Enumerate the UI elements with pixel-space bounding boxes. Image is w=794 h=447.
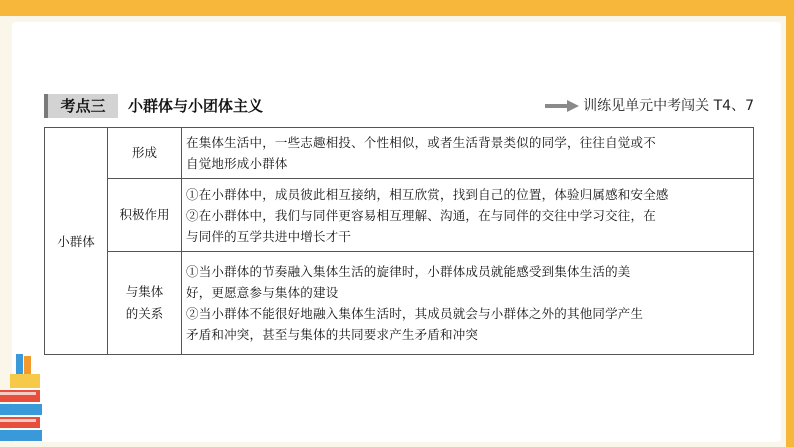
content-line: ①当小群体的节奏融入集体生活的旋律时，小群体成员就能感受到集体生活的美 (186, 264, 631, 279)
content-line: ②在小群体中，我们与同伴更容易相互理解、沟通，在与同伴的交往中学习交往，在 (186, 207, 656, 223)
row-label: 积极作用 (108, 179, 182, 252)
row-label-line: 的关系 (125, 306, 164, 321)
arrow-right-icon (545, 100, 579, 112)
content-line: 好，更愿意参与集体的建设 (186, 285, 339, 300)
reference-text: 训练见单元中考闯关 T4、7 (583, 98, 754, 114)
top-accent-bar (0, 0, 794, 16)
row-content (182, 179, 754, 252)
content-line: ②当小群体不能很好地融入集体生活时，其成员就会与小群体之外的其他同学产生 (186, 306, 644, 321)
section-title: 小群体与小团体主义 (128, 97, 264, 115)
row-content (182, 128, 754, 179)
content-line: 自觉地形成小群体 (186, 156, 288, 171)
reference-note (545, 94, 754, 118)
row-label (108, 252, 182, 355)
row-content (182, 252, 754, 355)
table-row (45, 252, 754, 355)
knowledge-table (44, 127, 754, 355)
row-label: 形成 (108, 128, 182, 179)
table-row (45, 179, 754, 252)
content-line: 与同伴的互学共进中增长才干 (186, 228, 352, 244)
content-line: 矛盾和冲突，甚至与集体的共同要求产生矛盾和冲突 (186, 327, 479, 342)
books-icon (0, 352, 44, 447)
row-label-line: 与集体 (125, 284, 164, 299)
content-line: ①在小群体中，成员彼此相互接纳，相互欣赏，找到自己的位置，体验归属感和安全感 (186, 186, 669, 202)
right-accent-bar (786, 0, 794, 447)
content-line: 在集体生活中，一些志趣相投、个性相似，或者生活背景类似的同学，往往自觉或不 (186, 135, 656, 150)
group-label: 小群体 (45, 128, 108, 355)
section-header (44, 94, 754, 120)
section-tag: 考点三 (44, 94, 118, 118)
table-row (45, 128, 754, 179)
